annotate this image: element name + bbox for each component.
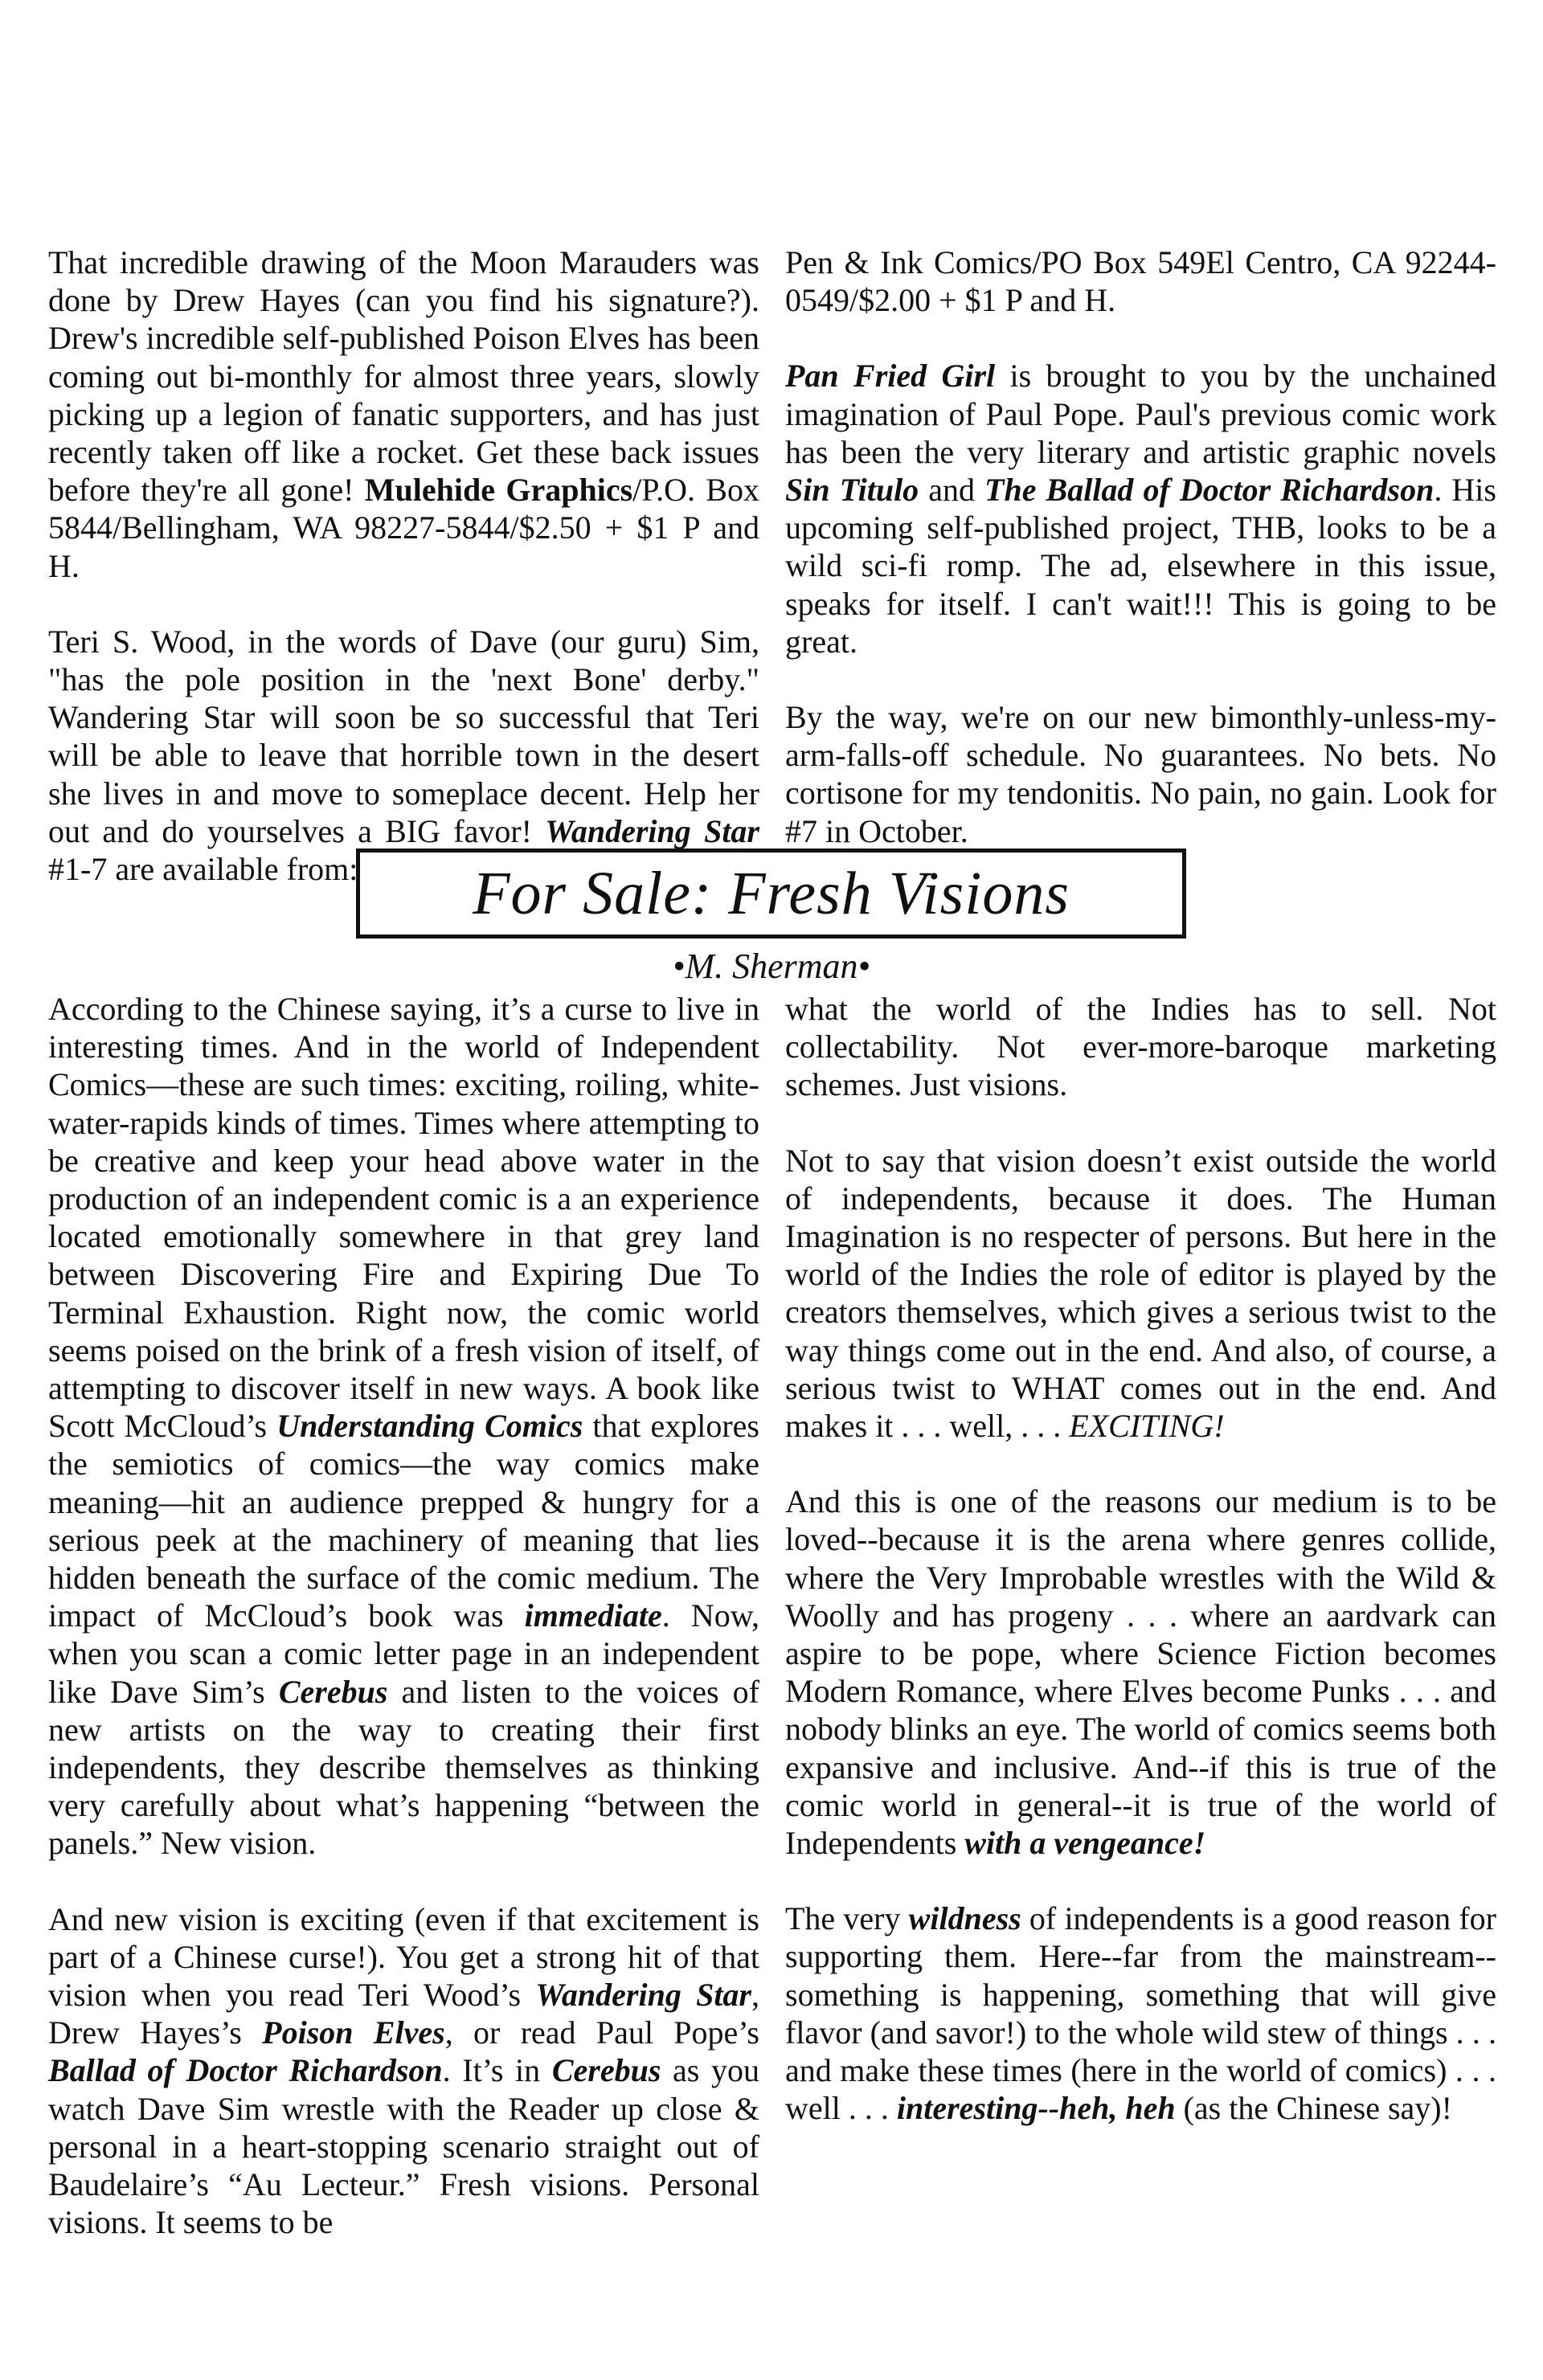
poison-elves-paragraph: That incredible drawing of the Moon Marauders was done by Drew Hayes (can you find his signature?). Drew's incredible self-published Poison Elves has been coming out bi-monthly for almost three years, slowly picking up a legion of fanatic supporters, and has just recently taken off like a rocket. Get these back issues before they're all gone! Mulehide Graphics/P.O. Box 5844/Bellingham, WA 98227-5844/$2.50 + $1 P and H. <box>48 244 759 584</box>
article-paragraph: The very wildness of independents is a good reason for supporting them. Here--far from the mainstream--something is happening, something that will give flavor (and savor!) to the whole wild stew of things . . . and make these times (here in the world of comics) . . . well . . . interesting--heh, heh (as the Chinese say)! <box>785 1900 1496 2127</box>
article-paragraph: And this is one of the reasons our medium is to be loved--because it is the arena where genres collide, where the Very Improbable wrestles with the Wild & Woolly and has progeny . . . where an aardvark can aspire to be pope, where Science Fiction becomes Modern Romance, where Elves become Punks . . . and nobody blinks an eye. The world of comics seems both expansive and inclusive. And--if this is true of the comic world in general--it is true of the world of Independents with a vengeance! <box>785 1483 1496 1862</box>
publisher-name: Mulehide Graphics <box>364 472 633 509</box>
schedule-paragraph: By the way, we're on our new bimonthly-unless-my-arm-falls-off schedule. No guarantees. No bets. No cortisone for my tendonitis. No pain, no gain. Look for #7 in October. <box>785 699 1496 849</box>
comic-title: Wandering Star <box>545 812 759 849</box>
article-column-left <box>48 990 759 2242</box>
wandering-star-paragraph: Teri S. Wood, in the words of Dave (our guru) Sim, "has the pole position in the 'next Bone' derby." Wandering Star will soon be so successful that Teri will be able to leave that horrible town in the desert she lives in and move to someplace decent. Help her out and do yourselves a BIG favor! Wandering Star #1-7 are available from: <box>48 623 759 888</box>
article-paragraph: According to the Chinese saying, it’s a curse to live in interesting times. And in the world of Independent Comics—these are such times: exciting, roiling, white-water-rapids kinds of times. Times where attempting to be creative and keep your head above water in the production of an independent comic is a an experience located emotionally somewhere in that grey land between Discovering Fire and Expiring Due To Terminal Exhaustion. Right now, the comic world seems poised on the brink of a fresh vision of itself, of attempting to discover itself in new ways. A book like Scott McCloud’s Understanding Comics that explores the semiotics of comics—the way comics make meaning—hit an audience prepped & hungry for a serious peek at the machinery of meaning that lies hidden beneath the surface of the comic medium. The impact of McCloud’s book was immediate. Now, when you scan a comic letter page in an independent like Dave Sim’s Cerebus and listen to the voices of new artists on the way to creating their first independents, they describe themselves as thinking very carefully about what’s happening “between the panels.” New vision. <box>48 991 760 1862</box>
article-title: For Sale: Fresh Visions <box>473 859 1070 927</box>
editorial-column-right <box>785 243 1496 850</box>
article-paragraph: Not to say that vision doesn’t exist outside the world of independents, because it does. The Human Imagination is no respecter of persons. But here in the world of the Indies the role of editor is played by the creators themselves, which gives a serious twist to the way things come out in the end. And also, of course, a serious twist to WHAT comes out in the end. And makes it . . . well, . . . EXCITING! <box>785 1142 1496 1445</box>
article-title-box <box>356 849 1186 939</box>
pen-ink-address: Pen & Ink Comics/PO Box 549El Centro, CA 92244-0549/$2.00 + $1 P and H. <box>785 244 1496 319</box>
editorial-column-left <box>48 243 759 888</box>
article-byline: •M. Sherman• <box>673 947 870 986</box>
article-paragraph: And new vision is exciting (even if that excitement is part of a Chinese curse!). You get a strong hit of that vision when you read Teri Wood’s Wandering Star, Drew Hayes’s Poison Elves, or read Paul Pope’s Ballad of Doctor Richardson. It’s in Cerebus as you watch Dave Sim wrestle with the Reader up close & personal in a heart-stopping scenario straight out of Baudelaire’s “Au Lecteur.” Fresh visions. Personal visions. It seems to be <box>48 1900 760 2241</box>
article-column-right <box>785 990 1496 2127</box>
article-paragraph: what the world of the Indies has to sell. Not collectability. Not ever-more-baroque marketing schemes. Just visions. <box>785 991 1496 1103</box>
pan-fried-girl-paragraph: Pan Fried Girl is brought to you by the unchained imagination of Paul Pope. Paul's previous comic work has been the very literary and artistic graphic novels Sin Titulo and The Ballad of Doctor Richardson. His upcoming self-published project, THB, looks to be a wild sci-fi romp. The ad, elsewhere in this issue, speaks for itself. I can't wait!!! This is going to be great. <box>785 358 1496 660</box>
